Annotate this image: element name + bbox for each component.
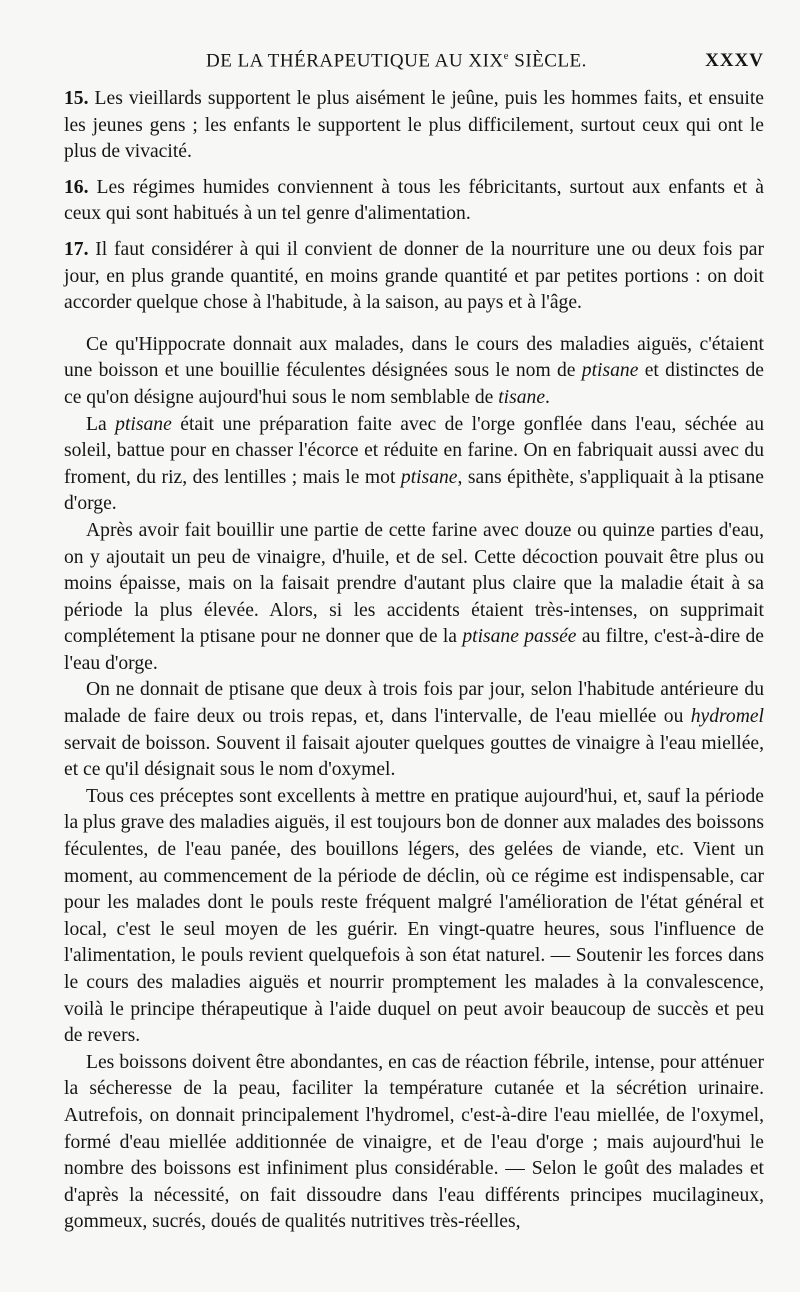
aphorism-text: Les régimes humides conviennent à tous les fébricitants, surtout aux enfants et à ceux qui sont habitués à un tel genre d'alimentation.	[64, 176, 764, 225]
text-run: servait de boisson. Souvent il faisait ajouter quelques gouttes de vinaigre à l'eau miellée, et ce qu'il désignait sous le nom d'oxymel.	[64, 732, 764, 781]
running-title-text: DE LA THÉRAPEUTIQUE AU XIX	[206, 50, 504, 72]
italic-term: ptisane	[115, 413, 172, 435]
aphorism-number: 16.	[64, 176, 89, 198]
italic-term: hydromel	[690, 706, 764, 728]
aphorism-15	[64, 86, 764, 166]
italic-term: ptisane	[400, 466, 458, 488]
text-run: Après avoir fait bouillir une partie de cette farine avec douze ou quinze parties d'eau, on y ajoutait un peu de vinaigre, d'huile, et de sel. Cette décoction pouvait être plus ou moins épaisse, mais on la faisait prendre d'autant plus claire que la maladie était à sa période la plus élevée. Alors, si les accidents étaient très-intenses, on supprimait complétement la ptisane pour ne donner que de la	[64, 519, 764, 648]
paragraph-boissons: Les boissons doivent être abondantes, en cas de réaction fébrile, intense, pour atténuer la sécheresse de la peau, faciliter la température cutanée et la sécrétion urinaire. Autrefois, on donnait principalement l'hydromel, c'est-à-dire l'eau miellée, de l'oxymel, formé d'eau miellée additionnée de vinaigre, et de l'eau d'orge ; mais aujourd'hui le nombre des boissons est infiniment plus considérable. — Selon le goût des malades et d'après la nécessité, on fait dissoudre dans l'eau différents principes mucilagineux, gommeux, sucrés, doués de qualités nutritives très-réelles,	[64, 1051, 764, 1233]
running-title-suffix: SIÈCLE.	[509, 50, 587, 72]
text-run: était une préparation faite avec de l'orge gonflée dans l'eau, séchée au soleil, battue pour en chasser l'écorce et réduite en farine. On en fabriquait aussi avec du froment, du riz, des lentilles ; mais le mot	[64, 413, 764, 488]
aphorism-17	[64, 237, 764, 317]
running-title	[206, 50, 587, 72]
italic-term: tisane	[498, 386, 546, 408]
aphorism-number: 17.	[64, 238, 89, 260]
paragraph-hippocrate	[64, 332, 764, 412]
text-run: Ce qu'Hippocrate donnait aux malades, dans le cours des maladies aiguës, c'étaient une boisson et une bouillie féculentes désignées sous le nom de	[64, 333, 764, 382]
italic-term: ptisane	[581, 360, 639, 382]
superscript-e: e	[503, 50, 510, 62]
page-header	[64, 50, 764, 82]
text-run: , sans épithète, s'appliquait à la ptisane d'orge.	[64, 466, 764, 515]
page-number: XXXV	[705, 50, 764, 71]
paragraph-hydromel	[64, 677, 764, 783]
text-run: au filtre, c'est-à-dire de l'eau d'orge.	[64, 626, 764, 674]
italic-term: ptisane passée	[462, 626, 577, 648]
text-run: et distinctes de ce qu'on désigne aujourd'hui sous le nom semblable de	[64, 360, 764, 408]
page-body	[64, 86, 764, 1236]
aphorism-text: Il faut considérer à qui il convient de donner de la nourriture une ou deux fois par jour, en plus grande quantité, en moins grande quantité et par petites portions : on doit accorder quelque chose à l'habitude, à la saison, au pays et à l'âge.	[64, 238, 764, 314]
text-run: .	[545, 386, 550, 408]
paragraph-ptisane	[64, 412, 764, 518]
text-run: On ne donnait de ptisane que deux à trois fois par jour, selon l'habitude antérieure du malade de faire deux ou trois repas, et, dans l'intervalle, de l'eau miellée ou	[64, 679, 764, 728]
paragraph-preceptes: Tous ces préceptes sont excellents à mettre en pratique aujourd'hui, et, sauf la période la plus grave des maladies aiguës, il est toujours bon de donner aux malades des boissons féculentes, de l'eau panée, des bouillons légers, des gelées de viande, etc. Vient un moment, au commencement de la période de déclin, où ce régime est indispensable, car pour les malades dont le pouls reste fréquent malgré l'amélioration de l'état général et local, c'est le seul moyen de les guérir. En vingt-quatre heures, sous l'influence de l'alimentation, le pouls revient quelquefois à son état naturel. — Soutenir les forces dans le cours des maladies aiguës et nourrir promptement les malades à la convalescence, voilà le principe thérapeutique à l'aide duquel on peut avoir beaucoup de succès et peu de revers.	[64, 785, 764, 1047]
aphorism-text: Les vieillards supportent le plus aisément le jeûne, puis les hommes faits, et ensuite les jeunes gens ; les enfants le supportent le plus difficilement, surtout ceux qui ont le plus de vivacité.	[64, 88, 764, 163]
aphorism-number: 15.	[64, 88, 89, 109]
aphorism-16	[64, 175, 764, 228]
paragraph-decoction	[64, 518, 764, 678]
text-run: La	[86, 413, 116, 435]
